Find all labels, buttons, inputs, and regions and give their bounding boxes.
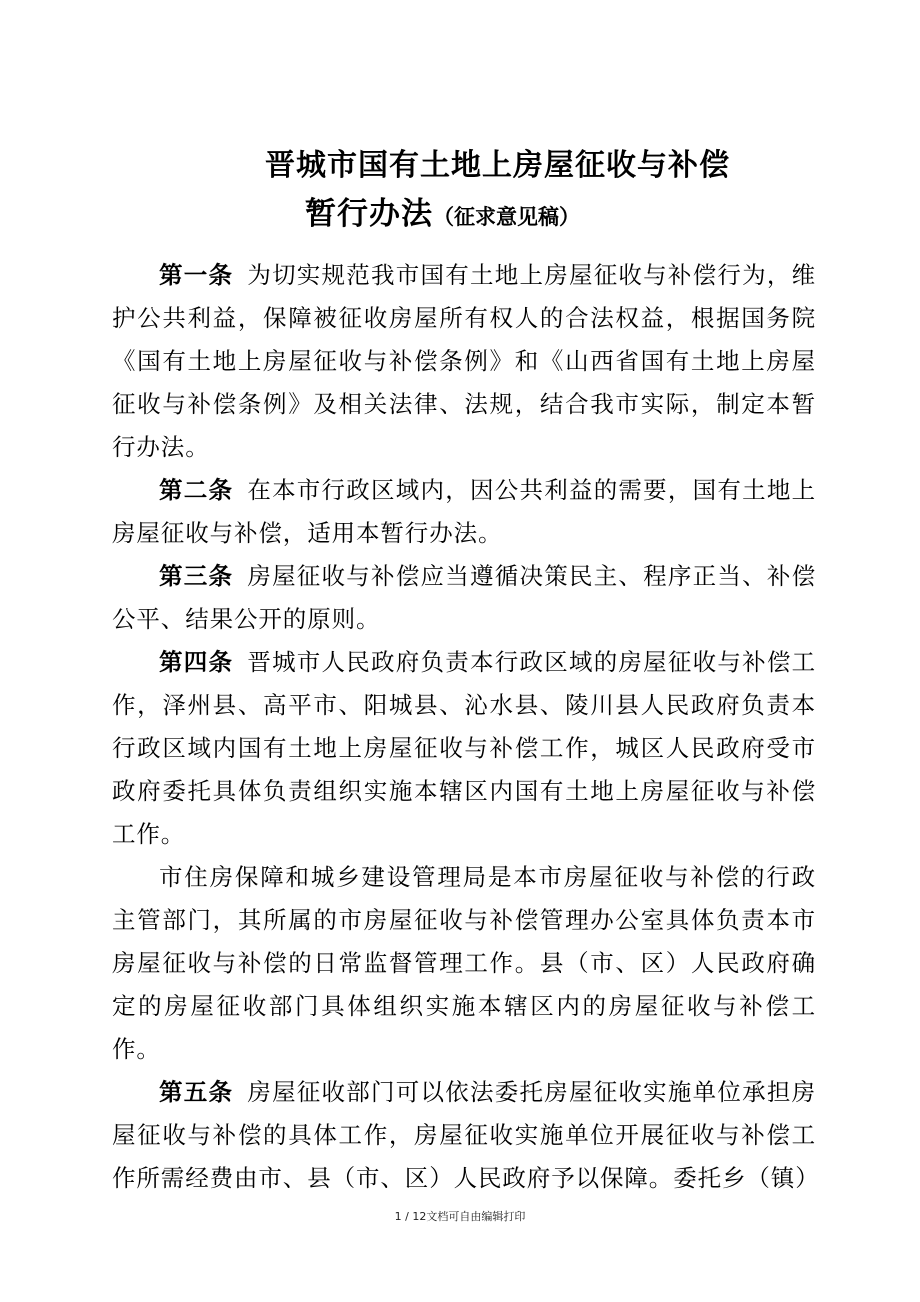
subtitle-main: 暂行办法 <box>305 196 433 232</box>
article-paragraph <box>112 641 816 856</box>
article-number: 第一条 <box>159 261 234 289</box>
article-number: 第二条 <box>159 476 234 504</box>
subtitle-draft-note: （征求意见稿） <box>433 205 580 229</box>
article-text: 晋城市人民政府负责本行政区域的房屋征收与补偿工作，泽州县、高平市、阳城县、沁水县、陵川县人民政府负责本行政区域内国有土地上房屋征收与补偿工作，城区人民政府受市政府委托具体负责组织实施本辖区内国有土地上房屋征收与补偿工作。 <box>112 648 817 848</box>
article-paragraph <box>112 469 816 555</box>
article-number: 第五条 <box>159 1078 234 1106</box>
article-paragraph <box>112 254 816 469</box>
article-text: 在本市行政区域内，因公共利益的需要，国有土地上房屋征收与补偿，适用本暂行办法。 <box>112 476 817 547</box>
article-paragraph <box>112 555 816 641</box>
article-number: 第三条 <box>159 562 234 590</box>
document-subtitle <box>305 188 580 233</box>
article-number: 第四条 <box>159 648 234 676</box>
article-text: 为切实规范我市国有土地上房屋征收与补偿行为，维护公共利益，保障被征收房屋所有权人的合法权益，根据国务院《国有土地上房屋征收与补偿条例》和《山西省国有土地上房屋征收与补偿条例》及相关法律、法规，结合我市实际，制定本暂行办法。 <box>112 261 817 461</box>
article-text: 房屋征收与补偿应当遵循决策民主、程序正当、补偿公平、结果公开的原则。 <box>112 562 817 633</box>
document-title: 晋城市国有土地上房屋征收与补偿 <box>265 148 730 183</box>
article-continuation-paragraph <box>112 856 816 1071</box>
document-body <box>112 254 820 1200</box>
article-text: 市住房保障和城乡建设管理局是本市房屋征收与补偿的行政主管部门，其所属的市房屋征收与补偿管理办公室具体负责本市房屋征收与补偿的日常监督管理工作。县（市、区）人民政府确定的房屋征收部门具体组织实施本辖区内的房屋征收与补偿工作。 <box>112 863 816 1063</box>
page-footer: 1 / 12文档可自由编辑打印 <box>394 1210 526 1223</box>
article-text: 房屋征收部门可以依法委托房屋征收实施单位承担房屋征收与补偿的具体工作，房屋征收实施单位开展征收与补偿工作所需经费由市、县（市、区）人民政府予以保障。委托乡（镇） <box>112 1078 820 1192</box>
article-paragraph <box>112 1071 820 1200</box>
